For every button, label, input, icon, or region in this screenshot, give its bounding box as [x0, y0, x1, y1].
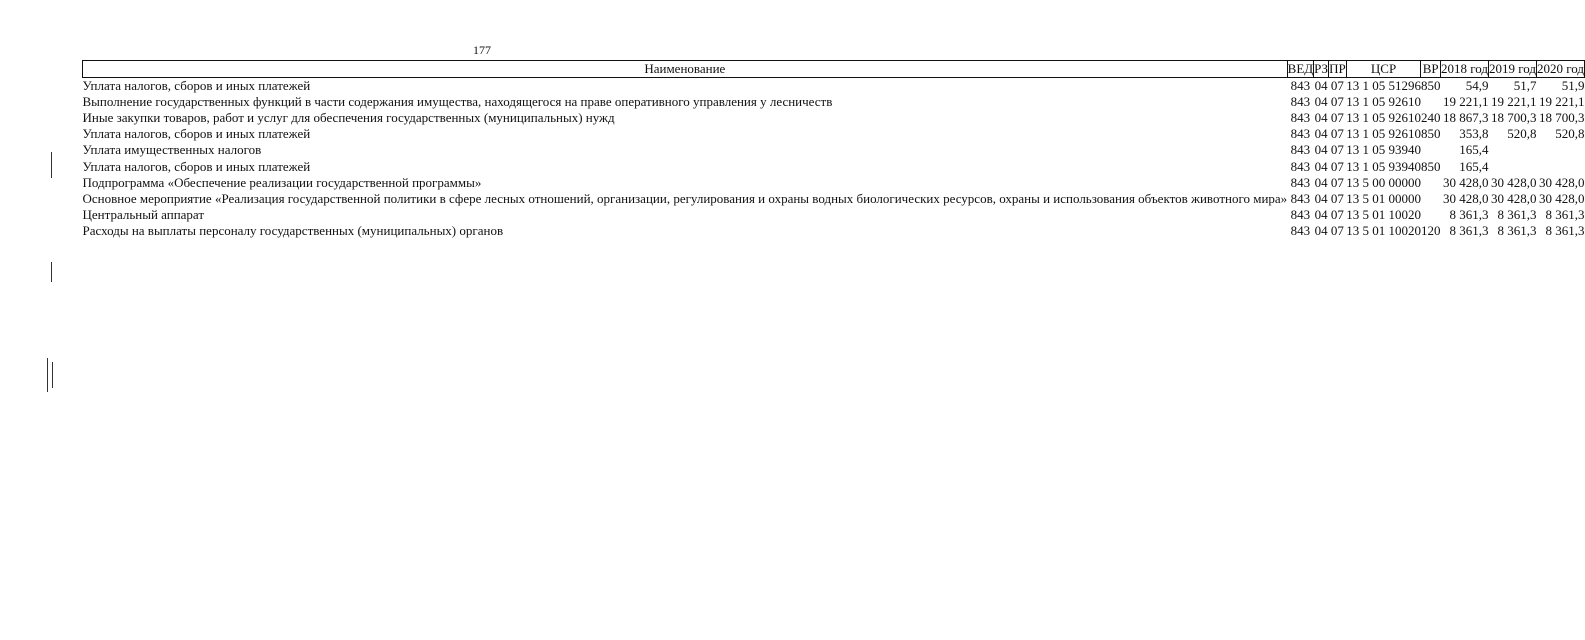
row-2019: 520,8	[1507, 126, 1537, 142]
scan-mark	[51, 262, 52, 282]
row-pr: 07	[1330, 190, 1344, 206]
row-pr: 07	[1330, 94, 1344, 110]
row-2020: 51,9	[1561, 78, 1585, 94]
row-2020: 19 221,1	[1538, 94, 1585, 110]
row-rz: 04	[1314, 222, 1328, 238]
row-csr: 13 1 05 93940	[1346, 158, 1421, 174]
column-header-vr: ВР	[1422, 61, 1439, 76]
row-pr: 07	[1330, 174, 1344, 190]
table-row	[83, 78, 1585, 95]
row-2020: 520,8	[1555, 126, 1585, 142]
scan-mark	[47, 358, 48, 392]
row-pr: 07	[1330, 142, 1344, 158]
row-pr: 07	[1330, 78, 1344, 94]
row-pr: 07	[1330, 158, 1344, 174]
row-2019: 51,7	[1513, 78, 1537, 94]
row-ved: 843	[1290, 126, 1311, 142]
row-2018: 165,4	[1459, 158, 1489, 174]
row-csr: 13 5 01 10020	[1346, 222, 1421, 238]
row-rz: 04	[1314, 94, 1328, 110]
table-row	[83, 142, 1585, 158]
row-2019: 18 700,3	[1490, 110, 1537, 126]
row-rz: 04	[1314, 78, 1328, 94]
row-csr: 13 5 01 10020	[1346, 206, 1421, 222]
row-2020: 30 428,0	[1538, 174, 1585, 190]
row-vr	[1421, 191, 1441, 207]
row-2018: 30 428,0	[1442, 174, 1489, 190]
row-vr	[1421, 175, 1441, 191]
table-row	[83, 159, 1585, 175]
column-header-2019: 2019 год	[1488, 61, 1536, 76]
table-row	[83, 175, 1585, 191]
table-header-row	[83, 61, 1585, 78]
row-csr: 13 1 05 92610	[1346, 126, 1421, 142]
row-name: Уплата имущественных налогов	[82, 142, 262, 158]
row-2020	[1536, 142, 1584, 158]
row-name: Подпрограмма «Обеспечение реализации государственной программы»	[82, 174, 482, 190]
row-rz: 04	[1314, 126, 1328, 142]
row-vr: 850	[1420, 126, 1441, 142]
row-name: Иные закупки товаров, работ и услуг для обеспечения государственных (муниципальных) нужд	[82, 110, 615, 126]
scan-mark	[51, 152, 52, 178]
column-header-name: Наименование	[83, 61, 1288, 78]
row-rz: 04	[1314, 190, 1328, 206]
column-header-csr: ЦСР	[1346, 61, 1421, 78]
row-csr: 13 5 00 00000	[1346, 174, 1421, 190]
row-2018: 8 361,3	[1449, 222, 1489, 238]
column-header-pr: ПР	[1329, 61, 1346, 76]
row-2020: 18 700,3	[1538, 110, 1585, 126]
column-header-rz: РЗ	[1314, 61, 1329, 76]
row-name: Уплата налогов, сборов и иных платежей	[82, 126, 311, 142]
column-header-ved: ВЕД	[1287, 61, 1314, 76]
row-ved: 843	[1290, 78, 1311, 94]
row-csr: 13 1 05 93940	[1346, 142, 1421, 158]
row-2018: 165,4	[1459, 142, 1489, 158]
row-2019: 8 361,3	[1497, 222, 1537, 238]
row-vr: 850	[1420, 158, 1441, 174]
row-pr: 07	[1330, 110, 1344, 126]
row-2018: 54,9	[1465, 78, 1489, 94]
row-2018: 353,8	[1459, 126, 1489, 142]
row-2018: 19 221,1	[1442, 94, 1489, 110]
row-name: Центральный аппарат	[82, 206, 205, 222]
row-pr: 07	[1330, 222, 1344, 238]
row-csr: 13 1 05 92610	[1346, 110, 1421, 126]
row-pr: 07	[1330, 206, 1344, 222]
row-rz: 04	[1314, 206, 1328, 222]
column-header-2020: 2020 год	[1536, 61, 1584, 76]
table-row	[83, 191, 1585, 207]
row-ved: 843	[1290, 206, 1311, 222]
page-number: 177	[473, 43, 491, 57]
table-row	[83, 207, 1585, 223]
row-csr: 13 5 01 00000	[1346, 190, 1421, 206]
row-2020: 8 361,3	[1545, 206, 1585, 222]
row-rz: 04	[1314, 110, 1328, 126]
row-vr: 240	[1420, 110, 1441, 126]
row-ved: 843	[1290, 142, 1311, 158]
row-vr	[1421, 207, 1441, 223]
row-vr: 850	[1420, 78, 1441, 94]
row-ved: 843	[1290, 174, 1311, 190]
table-row	[83, 223, 1585, 239]
row-2020	[1536, 159, 1584, 175]
row-2019	[1488, 142, 1536, 158]
scan-mark	[52, 362, 53, 388]
row-ved: 843	[1290, 94, 1311, 110]
table-row	[83, 110, 1585, 126]
row-2020: 30 428,0	[1538, 190, 1585, 206]
row-2019: 30 428,0	[1490, 190, 1537, 206]
row-rz: 04	[1314, 174, 1328, 190]
row-2019	[1488, 159, 1536, 175]
row-vr	[1421, 142, 1441, 158]
row-csr: 13 1 05 51296	[1346, 78, 1421, 94]
row-rz: 04	[1314, 158, 1328, 174]
row-2018: 8 361,3	[1449, 206, 1489, 222]
budget-table	[82, 60, 1585, 239]
row-2018: 18 867,3	[1442, 110, 1489, 126]
row-ved: 843	[1290, 190, 1311, 206]
row-vr	[1421, 94, 1441, 110]
row-ved: 843	[1290, 158, 1311, 174]
table-row	[83, 126, 1585, 142]
row-pr: 07	[1330, 126, 1344, 142]
row-2019: 19 221,1	[1490, 94, 1537, 110]
column-header-2018: 2018 год	[1440, 61, 1488, 76]
row-rz: 04	[1314, 142, 1328, 158]
row-name: Уплата налогов, сборов и иных платежей	[82, 78, 311, 94]
row-ved: 843	[1290, 222, 1311, 238]
row-2019: 30 428,0	[1490, 174, 1537, 190]
row-ved: 843	[1290, 110, 1311, 126]
row-2018: 30 428,0	[1442, 190, 1489, 206]
row-csr: 13 1 05 92610	[1346, 94, 1421, 110]
row-2020: 8 361,3	[1545, 222, 1585, 238]
row-name: Выполнение государственных функций в части содержания имущества, находящегося на праве оперативного управления у лесничеств	[82, 94, 833, 110]
row-name: Расходы на выплаты персоналу государственных (муниципальных) органов	[82, 222, 504, 238]
row-2019: 8 361,3	[1497, 206, 1537, 222]
table-row	[83, 94, 1585, 110]
row-name: Основное мероприятие «Реализация государственной политики в сфере лесных отношений, организации, регулирования и охраны водных биологических ресурсов, охраны и использования объектов животного мира»	[82, 190, 1288, 206]
row-name: Уплата налогов, сборов и иных платежей	[82, 158, 311, 174]
row-vr: 120	[1420, 222, 1441, 238]
